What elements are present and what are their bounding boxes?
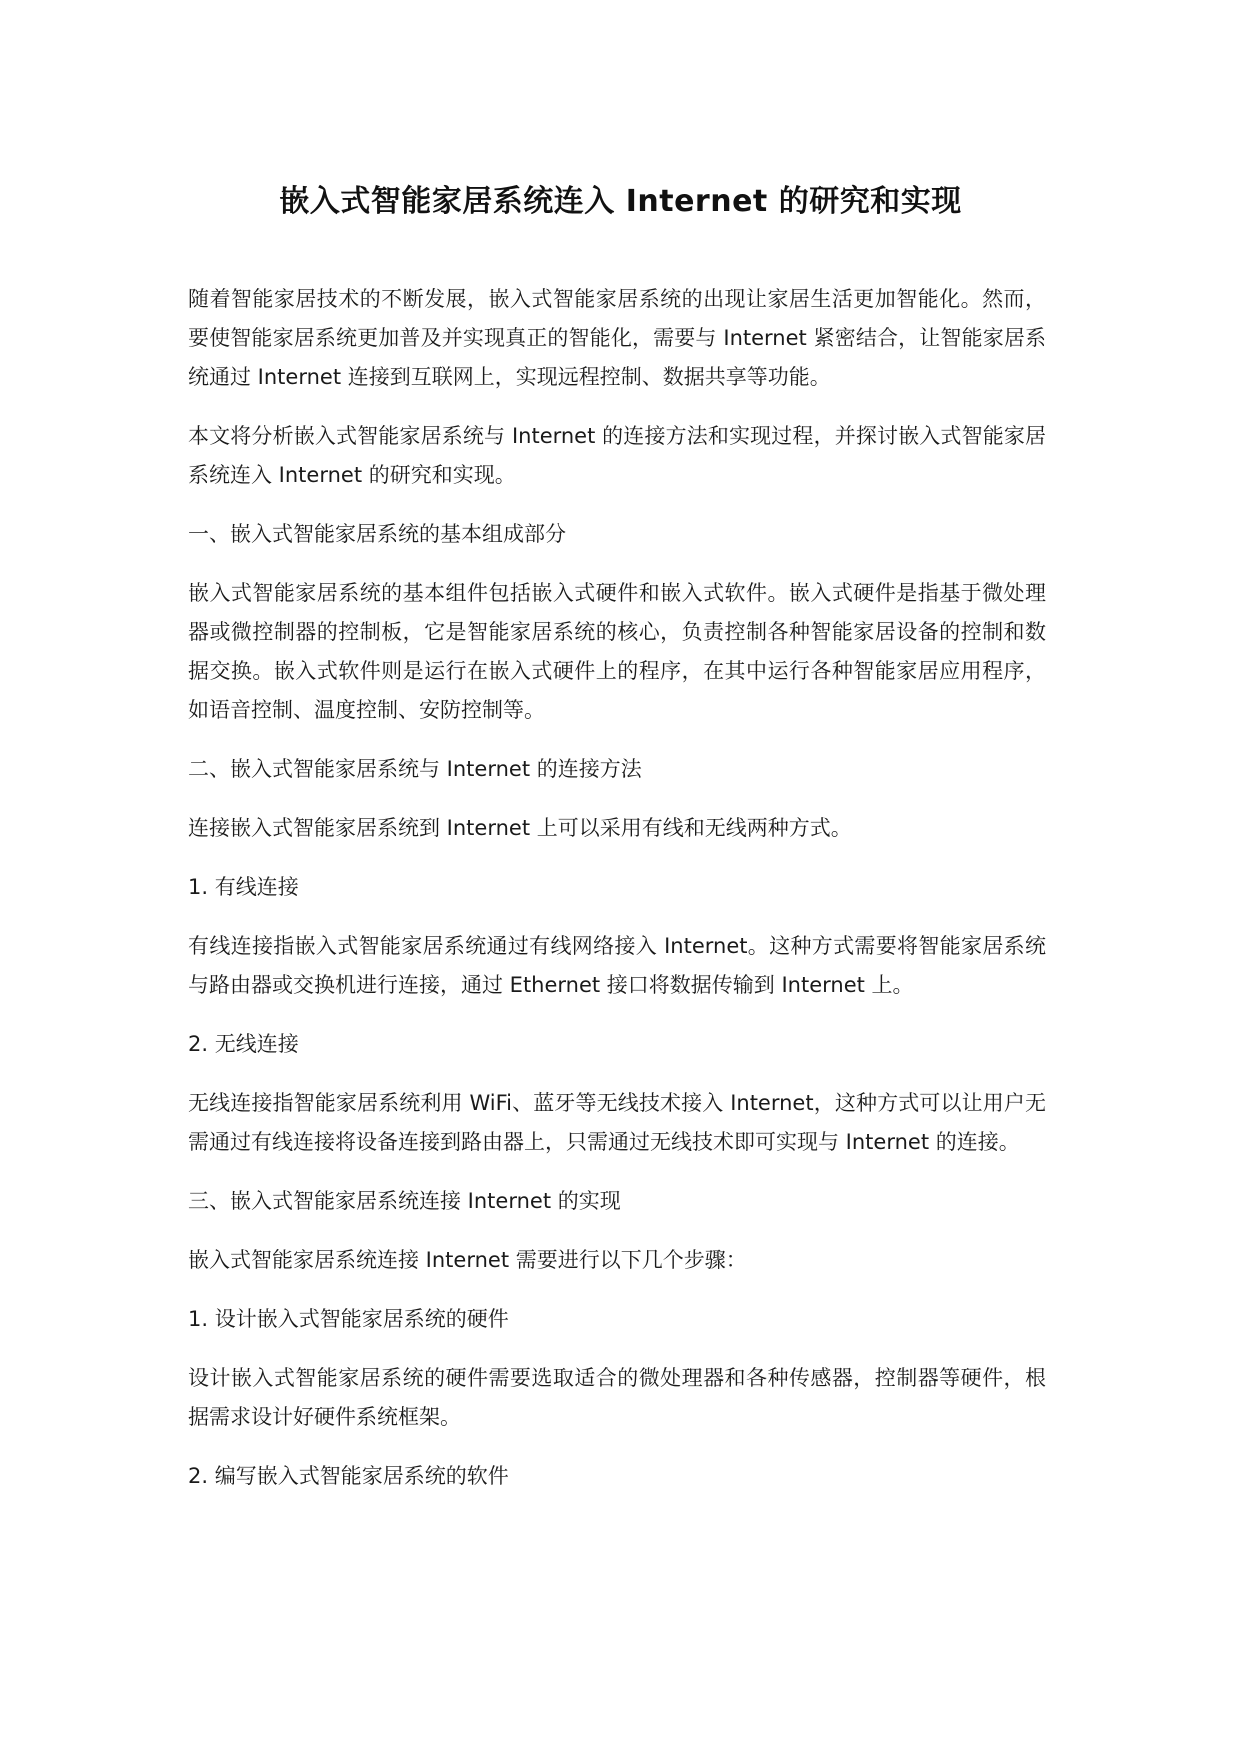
- subheading-software: 2. 编写嵌入式智能家居系统的软件: [188, 1464, 509, 1488]
- section-heading-2: 二、嵌入式智能家居系统与 Internet 的连接方法: [188, 757, 642, 781]
- subheading-wireless: 2. 无线连接: [188, 1032, 299, 1056]
- paragraph-connection-methods: 连接嵌入式智能家居系统到 Internet 上可以采用有线和无线两种方式。: [188, 816, 852, 840]
- paragraph-scope: 本文将分析嵌入式智能家居系统与 Internet 的连接方法和实现过程，并探讨嵌入式智能家居系统连入 Internet 的研究和实现。: [188, 424, 1046, 487]
- paragraph-intro: 随着智能家居技术的不断发展，嵌入式智能家居系统的出现让家居生活更加智能化。然而，要使智能家居系统更加普及并实现真正的智能化，需要与 Internet 紧密结合，让智能家居系统通过 Internet 连接到互联网上，实现远程控制、数据共享等功能。: [188, 287, 1046, 389]
- document-body: [188, 280, 1046, 1516]
- section-heading-1: 一、嵌入式智能家居系统的基本组成部分: [188, 522, 566, 546]
- subheading-wired: 1. 有线连接: [188, 875, 299, 899]
- paragraph-wired: 有线连接指嵌入式智能家居系统通过有线网络接入 Internet。这种方式需要将智能家居系统与路由器或交换机进行连接，通过 Ethernet 接口将数据传输到 Internet 上。: [188, 934, 1046, 997]
- paragraph-components: 嵌入式智能家居系统的基本组件包括嵌入式硬件和嵌入式软件。嵌入式硬件是指基于微处理器或微控制器的控制板，它是智能家居系统的核心，负责控制各种智能家居设备的控制和数据交换。嵌入式软件则是运行在嵌入式硬件上的程序，在其中运行各种智能家居应用程序，如语音控制、温度控制、安防控制等。: [188, 581, 1046, 722]
- subheading-hardware: 1. 设计嵌入式智能家居系统的硬件: [188, 1307, 509, 1331]
- paragraph-hardware: 设计嵌入式智能家居系统的硬件需要选取适合的微处理器和各种传感器，控制器等硬件，根据需求设计好硬件系统框架。: [188, 1366, 1046, 1429]
- section-heading-3: 三、嵌入式智能家居系统连接 Internet 的实现: [188, 1189, 621, 1213]
- paragraph-steps: 嵌入式智能家居系统连接 Internet 需要进行以下几个步骤：: [188, 1248, 747, 1272]
- paragraph-wireless: 无线连接指智能家居系统利用 WiFi、蓝牙等无线技术接入 Internet，这种方式可以让用户无需通过有线连接将设备连接到路由器上，只需通过无线技术即可实现与 Internet 的连接。: [188, 1091, 1046, 1154]
- document-title: 嵌入式智能家居系统连入 Internet 的研究和实现: [279, 184, 962, 219]
